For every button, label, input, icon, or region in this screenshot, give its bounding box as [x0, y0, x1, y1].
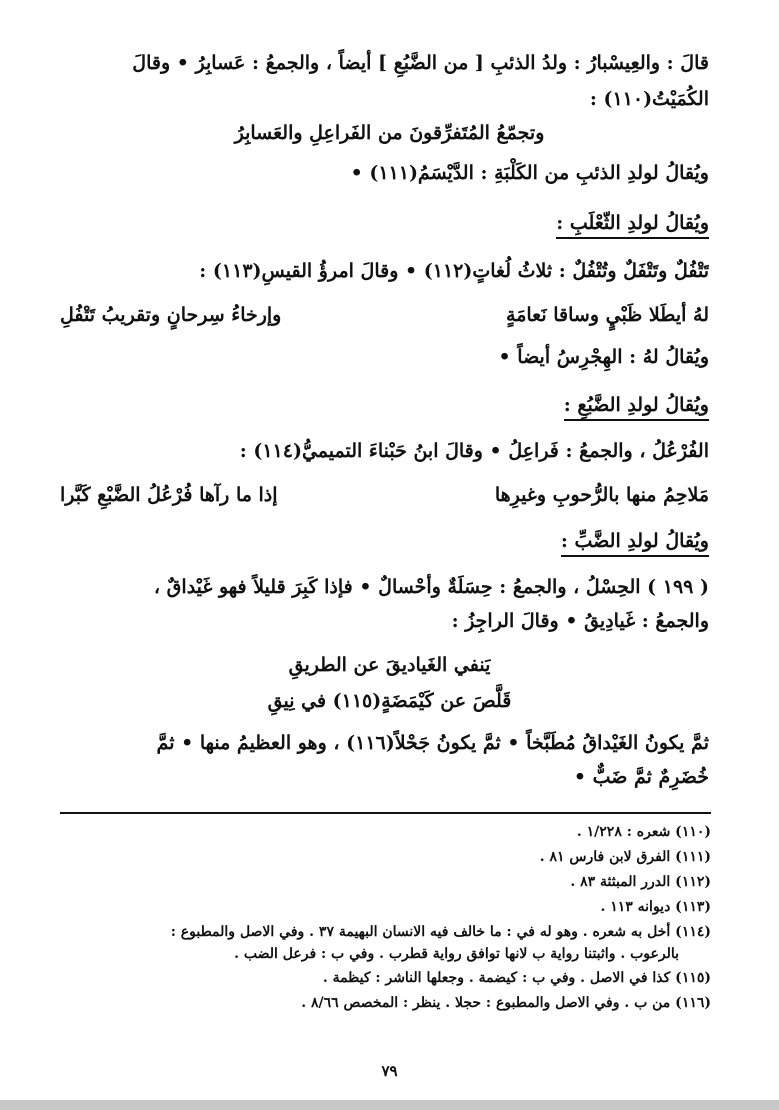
verse-hemistich-3: مَلاحِمُ منها بالرُّحوبِ وغيرِها — [494, 484, 709, 506]
heading-lizard-text: ويُقالُ لولدِ الضَّبِّ : — [561, 530, 709, 557]
scan-edge-bar — [0, 1100, 779, 1110]
section-heading-fox — [60, 206, 709, 240]
body-line-1: قالَ : والعِيسْبارُ : ولدُ الذئبِ [ من الضَّبُعِ ] أيضاً ، والجمعُ : عَسابِرُ • وقالَ — [132, 52, 709, 74]
verse-hemistich-4: إذا ما رآها فُرْعُلُ الضَّبْعِ كَبَّرا — [60, 484, 278, 506]
footnote-115: (١١٥) كذا في الاصل . وفي ب : كيضمة . وجعلها الناشر : كيظمة . — [322, 970, 711, 986]
footnote-114-line-2: بالرعوب . واثبتنا رواية ب لانها توافق رواية قطرب . وفي ب : فرعل الضب . — [234, 946, 679, 962]
verse-ibn-habna — [60, 478, 709, 512]
verse-hemistich-1: لهُ أيطَلا ظَبْيٍ وساقا نَعامَةٍ — [506, 304, 709, 326]
footnote-116: (١١٦) من ب . وفي الاصل والمطبوع : حجلا . ينظر : المخصص ٨/٦٦ . — [301, 995, 711, 1011]
body-line-9: ثمَّ يكونُ الغَيْداقُ مُطَبَّخاً • ثمَّ يكونُ جَحْلاً(١١٦) ، وهو العظيمُ منها • ثمَّ — [156, 732, 709, 754]
verse-line-kumait: وتجمّعُ المُتَفرِّقونَ من الفَراعِلِ والعَسابِرُ — [234, 122, 545, 144]
body-line-6: الفُرْعُلُ ، والجمعُ : فَراعِلُ • وقالَ ابنُ حَبْناءَ التميميُّ(١١٤) : — [239, 440, 709, 462]
footnote-111: (١١١) الفرق لابن فارس ٨١ . — [539, 849, 711, 865]
verse-hemistich-2: وإرخاءُ سِرحانٍ وتقريبُ تَتْفُلِ — [60, 304, 282, 326]
footnote-114-line-1: (١١٤) أخل به شعره . وهو له في : ما خالف فيه الانسان البهيمة ٣٧ . وفي الاصل والمطبوع : — [170, 924, 711, 940]
footnote-110: (١١٠) شعره : ١/٢٢٨ . — [576, 824, 711, 840]
body-line-3: ويُقالُ لولدِ الذئبِ من الكَلْبَةِ : الدَّيْسَمُ(١١١) • — [350, 162, 709, 184]
rajaz-verse-2: قَلَّصَ عن كَيْمَضَةٍ(١١٥) في نِيقِ — [267, 690, 512, 712]
body-line-7: ( ١٩٩ ) الحِسْلُ ، والجمعُ : حِسَلَةٌ وأحْسالٌ • فإذا كَبِرَ قليلاً فهو غَيْداقٌ ، — [153, 576, 709, 598]
body-line-5: ويُقالُ لهُ : الهِجْرِسُ أيضاً • — [498, 346, 709, 368]
footnote-113: (١١٣) ديوانه ١١٣ . — [600, 899, 711, 915]
section-heading-hyena — [60, 388, 709, 422]
section-heading-lizard — [60, 524, 709, 558]
heading-hyena-text: ويُقالُ لولدِ الضَّبُعِ : — [564, 394, 709, 421]
rajaz-verse-1: يَنفي الغَياديقَ عن الطريقِ — [288, 654, 491, 676]
footnote-separator — [60, 812, 711, 814]
verse-imru-alqais — [60, 298, 709, 332]
body-line-2: الكُمَيْتُ(١١٠) : — [589, 88, 709, 110]
body-line-8: والجمعُ : غَيادِيقُ • وقالَ الراجِزُ : — [451, 610, 709, 632]
footnote-112: (١١٢) الدرر المبثثة ٨٣ . — [570, 874, 711, 890]
body-line-10: خُضَرِمٌ ثمَّ ضَبٌّ • — [573, 766, 709, 788]
page-number: ٧٩ — [381, 1062, 398, 1080]
heading-fox-text: ويُقالُ لولدِ الثّعْلَبِ : — [556, 212, 709, 239]
body-line-4: تَتْفُلٌ وتَتْفَلٌ وتُتْفُلٌ : ثلاثُ لُغاتٍ(١١٢) • وقالَ امرؤُ القيسِ(١١٣) : — [199, 260, 709, 282]
